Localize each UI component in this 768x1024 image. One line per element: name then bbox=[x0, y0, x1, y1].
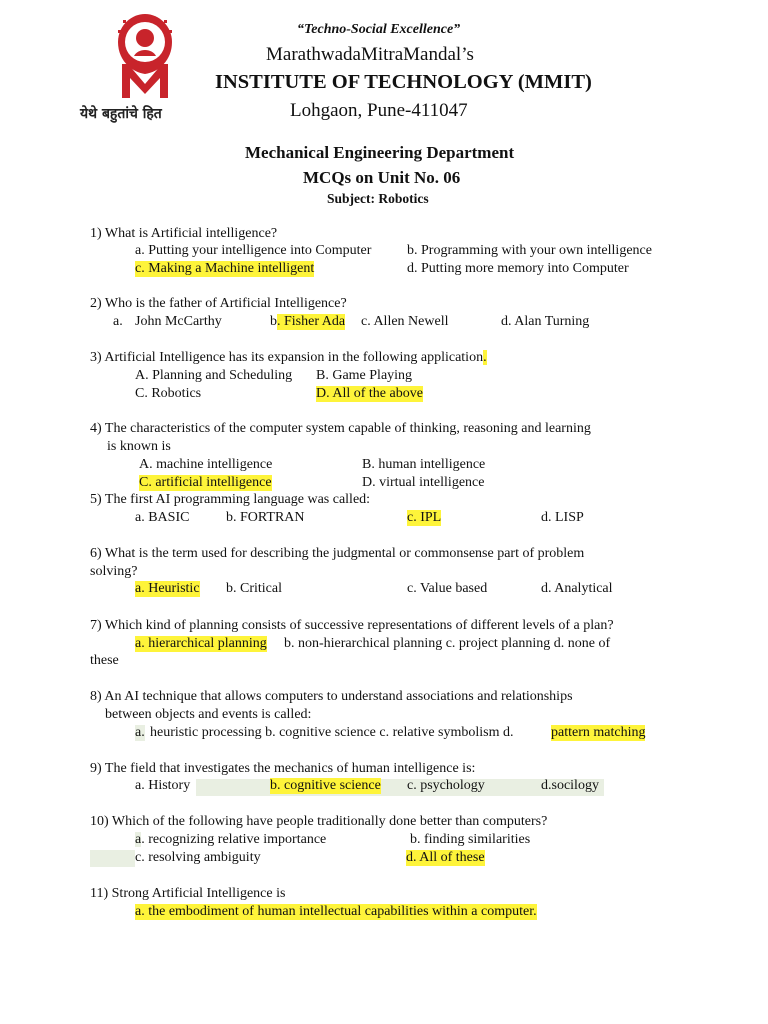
q10-option-a bbox=[135, 832, 326, 848]
question-6-cont: solving? bbox=[90, 564, 138, 579]
question-1: 1) What is Artificial intelligence? bbox=[90, 226, 278, 241]
q5-option-a: a. BASIC bbox=[135, 510, 190, 525]
institute-name: INSTITUTE OF TECHNOLOGY (MMIT) bbox=[215, 71, 592, 93]
question-4-cont: is known is bbox=[107, 439, 171, 454]
q5-option-d: d. LISP bbox=[541, 510, 584, 525]
question-5: 5) The first AI programming language was called: bbox=[90, 492, 371, 507]
question-8: 8) An AI technique that allows computers to understand associations and relationships bbox=[90, 689, 573, 704]
q3-option-c-mark: C bbox=[135, 386, 145, 401]
q9-option-c: c. psychology bbox=[407, 778, 485, 793]
tagline: “Techno-Social Excellence” bbox=[297, 22, 461, 37]
institute-logo bbox=[114, 12, 176, 100]
q6-option-c: c. Value based bbox=[407, 581, 488, 596]
motto: येथे बहुतांचे हित bbox=[80, 106, 162, 122]
question-3-end: . bbox=[483, 350, 487, 365]
q10-option-c: c. resolving ambiguity bbox=[135, 850, 261, 865]
q4-option-a: A. machine intelligence bbox=[139, 457, 273, 472]
question-6: 6) What is the term used for describing the judgmental or commonsense part of problem bbox=[90, 546, 585, 561]
q9-option-a: a. History bbox=[135, 778, 191, 793]
q1-option-c-answer: c. Making a Machine intelligent bbox=[135, 261, 315, 276]
q9-option-b-answer: b. cognitive science bbox=[270, 778, 381, 793]
question-7: 7) Which kind of planning consists of successive representations of different levels of a plan? bbox=[90, 618, 614, 633]
q10-shade bbox=[90, 850, 135, 867]
question-4: 4) The characteristics of the computer system capable of thinking, reasoning and learning bbox=[90, 421, 591, 436]
q3-option-b-mark: B bbox=[316, 368, 326, 383]
q7-options-rest: b. non-hierarchical planning c. project planning d. none of bbox=[284, 636, 611, 651]
q1-option-a: a. Putting your intelligence into Computer bbox=[135, 243, 372, 258]
q3-option-d-answer: D. All of the above bbox=[316, 386, 423, 401]
question-2: 2) Who is the father of Artificial Intelligence? bbox=[90, 296, 347, 311]
q3-option-c-text: . Robotics bbox=[144, 386, 202, 401]
q4-option-d: D. virtual intelligence bbox=[362, 475, 485, 490]
q7-options-rest-cont: these bbox=[90, 653, 119, 668]
q6-option-d: d. Analytical bbox=[541, 581, 613, 596]
q10-option-a-mark: a bbox=[135, 832, 142, 847]
q6-option-b: b. Critical bbox=[226, 581, 282, 596]
q9-option-d: d.socilogy bbox=[541, 778, 599, 793]
q10-option-a-text: . recognizing relative importance bbox=[141, 832, 327, 847]
question-3 bbox=[90, 350, 487, 366]
q3-option-a-mark: A bbox=[135, 368, 146, 383]
q7-option-a-answer: a. hierarchical planning bbox=[135, 636, 267, 651]
q10-option-b: b. finding similarities bbox=[410, 832, 531, 847]
q2-option-c: c. Allen Newell bbox=[361, 314, 449, 329]
q1-option-d: d. Putting more memory into Computer bbox=[407, 261, 629, 276]
org-name: MarathwadaMitraMandal’s bbox=[266, 44, 474, 65]
question-9: 9) The field that investigates the mechanics of human intelligence is: bbox=[90, 761, 476, 776]
q2-option-b-mark: b bbox=[270, 314, 277, 329]
q2-option-a-mark: a. bbox=[113, 314, 123, 329]
q1-option-b: b. Programming with your own intelligence bbox=[407, 243, 652, 258]
question-11: 11) Strong Artificial Intelligence is bbox=[90, 886, 286, 901]
q5-option-b: b. FORTRAN bbox=[226, 510, 305, 525]
subject-title: Subject: Robotics bbox=[327, 191, 429, 206]
q10-option-d-answer: d. All of these bbox=[406, 850, 485, 865]
department-title: Mechanical Engineering Department bbox=[245, 143, 515, 162]
question-3-text: 3) Artificial Intelligence has its expansion in the following application bbox=[90, 350, 484, 365]
q3-option-a bbox=[135, 368, 292, 384]
q2-option-b-answer: . Fisher Ada bbox=[277, 314, 346, 329]
unit-title: MCQs on Unit No. 06 bbox=[303, 168, 461, 187]
q3-option-b-text: . Game Playing bbox=[325, 368, 413, 383]
q3-option-a-text: . Planning and Scheduling bbox=[145, 368, 293, 383]
q3-option-c bbox=[135, 386, 201, 402]
q2-option-a: John McCarthy bbox=[135, 314, 222, 329]
q6-option-a-answer: a. Heuristic bbox=[135, 581, 200, 596]
q8-options-rest: heuristic processing b. cognitive science c. relative symbolism d. bbox=[150, 725, 514, 740]
question-8-cont: between objects and events is called: bbox=[105, 707, 312, 722]
q8-option-a-mark: a. bbox=[135, 725, 145, 740]
q11-option-a-answer: a. the embodiment of human intellectual capabilities within a computer. bbox=[135, 904, 537, 919]
q4-option-c-answer: C. artificial intelligence bbox=[139, 475, 272, 490]
q5-option-c-answer: c. IPL bbox=[407, 510, 442, 525]
question-10: 10) Which of the following have people traditionally done better than computers? bbox=[90, 814, 548, 829]
address: Lohgaon, Pune-411047 bbox=[290, 100, 468, 121]
q8-option-d-answer: pattern matching bbox=[551, 725, 646, 740]
q4-option-b: B. human intelligence bbox=[362, 457, 486, 472]
q2-option-d: d. Alan Turning bbox=[501, 314, 590, 329]
q3-option-b bbox=[316, 368, 412, 384]
